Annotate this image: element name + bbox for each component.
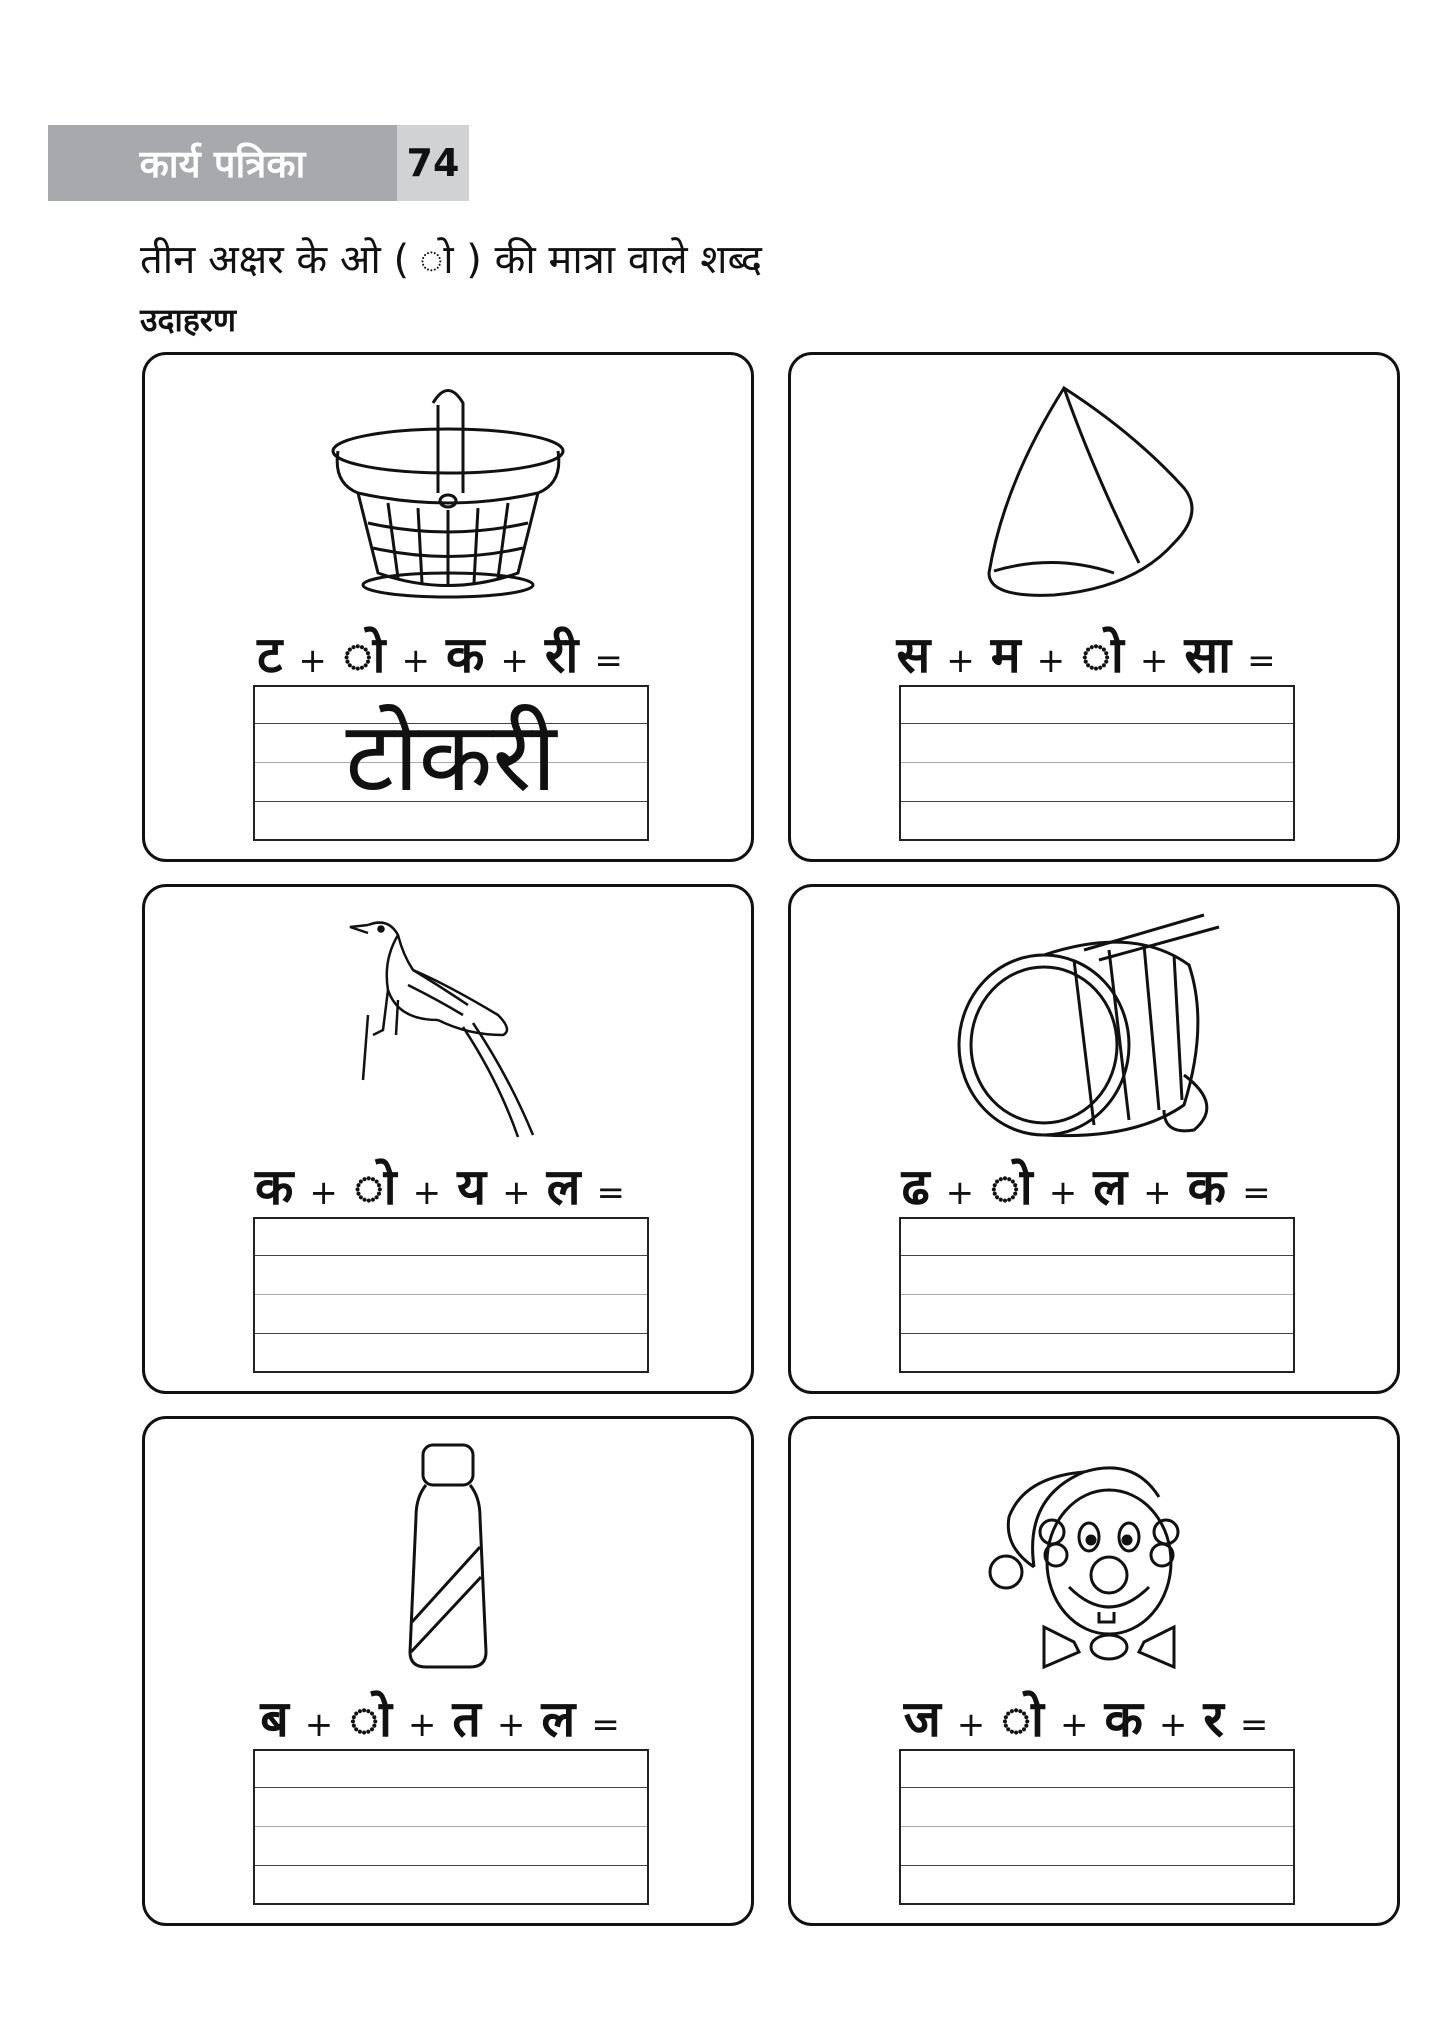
- answer-box[interactable]: [253, 1749, 649, 1905]
- equals-sign: =: [591, 1705, 622, 1745]
- equation: [145, 1683, 751, 1751]
- plus-sign: +: [304, 1705, 336, 1745]
- plus-sign: +: [496, 1705, 528, 1745]
- answer-box[interactable]: [899, 1217, 1295, 1373]
- word-card-cuckoo: [142, 884, 754, 1394]
- letter: क: [1187, 1158, 1229, 1216]
- word-card-bottle: [142, 1416, 754, 1926]
- instruction-text: तीन अक्षर के ओ ( ो ) की मात्रा वाले शब्द: [140, 237, 763, 283]
- letter: ो: [1081, 626, 1126, 684]
- letter: ो: [342, 626, 388, 684]
- equation: [145, 1151, 751, 1219]
- cuckoo-bird-icon: [288, 905, 608, 1145]
- plus-sign: +: [407, 1705, 439, 1745]
- answer-box[interactable]: [253, 1217, 649, 1373]
- letter: म: [990, 626, 1023, 684]
- dholak-drum-icon: [934, 905, 1254, 1145]
- plus-sign: +: [1158, 1705, 1190, 1745]
- word-card-samosa: [788, 352, 1400, 862]
- word-card-basket: [142, 352, 754, 862]
- plus-sign: +: [500, 641, 531, 681]
- plus-sign: +: [1143, 1173, 1174, 1213]
- plus-sign: +: [1139, 641, 1171, 681]
- equation: [791, 619, 1397, 687]
- letter: ज: [903, 1690, 943, 1748]
- letter: ल: [541, 1690, 578, 1748]
- answer-box[interactable]: [899, 685, 1295, 841]
- equals-sign: =: [1242, 1173, 1273, 1213]
- letter: ो: [1001, 1690, 1046, 1748]
- plus-sign: +: [956, 1705, 988, 1745]
- letter: री: [544, 626, 581, 684]
- answer-box[interactable]: [253, 685, 649, 841]
- letter: ट: [257, 626, 285, 684]
- equals-sign: =: [594, 641, 625, 681]
- word-card-dholak: [788, 884, 1400, 1394]
- letter: स: [896, 626, 933, 684]
- letter: ब: [260, 1690, 291, 1748]
- letter: ो: [349, 1690, 394, 1748]
- equals-sign: =: [596, 1173, 627, 1213]
- plus-sign: +: [309, 1173, 340, 1213]
- samosa-icon: [934, 373, 1254, 613]
- equation: [791, 1151, 1397, 1219]
- letter: क: [255, 1158, 296, 1216]
- letter: ो: [990, 1158, 1035, 1216]
- plus-sign: +: [412, 1173, 444, 1213]
- letter: ो: [353, 1158, 399, 1216]
- plus-sign: +: [946, 641, 977, 681]
- letter: ल: [1093, 1158, 1130, 1216]
- letter: ढ: [901, 1158, 932, 1216]
- plus-sign: +: [945, 1173, 977, 1213]
- letter: ल: [546, 1158, 583, 1216]
- letter: क: [1104, 1690, 1145, 1748]
- basket-icon: [288, 373, 608, 613]
- plus-sign: +: [1036, 641, 1068, 681]
- example-label: उदाहरण: [140, 301, 237, 339]
- bottle-icon: [288, 1437, 608, 1677]
- equals-sign: =: [1247, 641, 1278, 681]
- letter: य: [457, 1158, 489, 1216]
- plus-sign: +: [298, 641, 329, 681]
- letter: क: [446, 626, 487, 684]
- worksheet-title: कार्य पत्रिका: [48, 125, 397, 201]
- equation: [145, 619, 751, 687]
- equation: [791, 1683, 1397, 1751]
- equals-sign: =: [1239, 1705, 1271, 1745]
- letter: र: [1203, 1690, 1226, 1748]
- worksheet-number: 74: [397, 125, 469, 201]
- plus-sign: +: [502, 1173, 533, 1213]
- answer-text: टोकरी: [345, 701, 557, 813]
- plus-sign: +: [401, 641, 433, 681]
- letter: त: [452, 1690, 483, 1748]
- answer-box[interactable]: [899, 1749, 1295, 1905]
- joker-icon: [934, 1437, 1254, 1677]
- plus-sign: +: [1059, 1705, 1091, 1745]
- plus-sign: +: [1048, 1173, 1080, 1213]
- letter: सा: [1184, 626, 1234, 684]
- word-card-joker: [788, 1416, 1400, 1926]
